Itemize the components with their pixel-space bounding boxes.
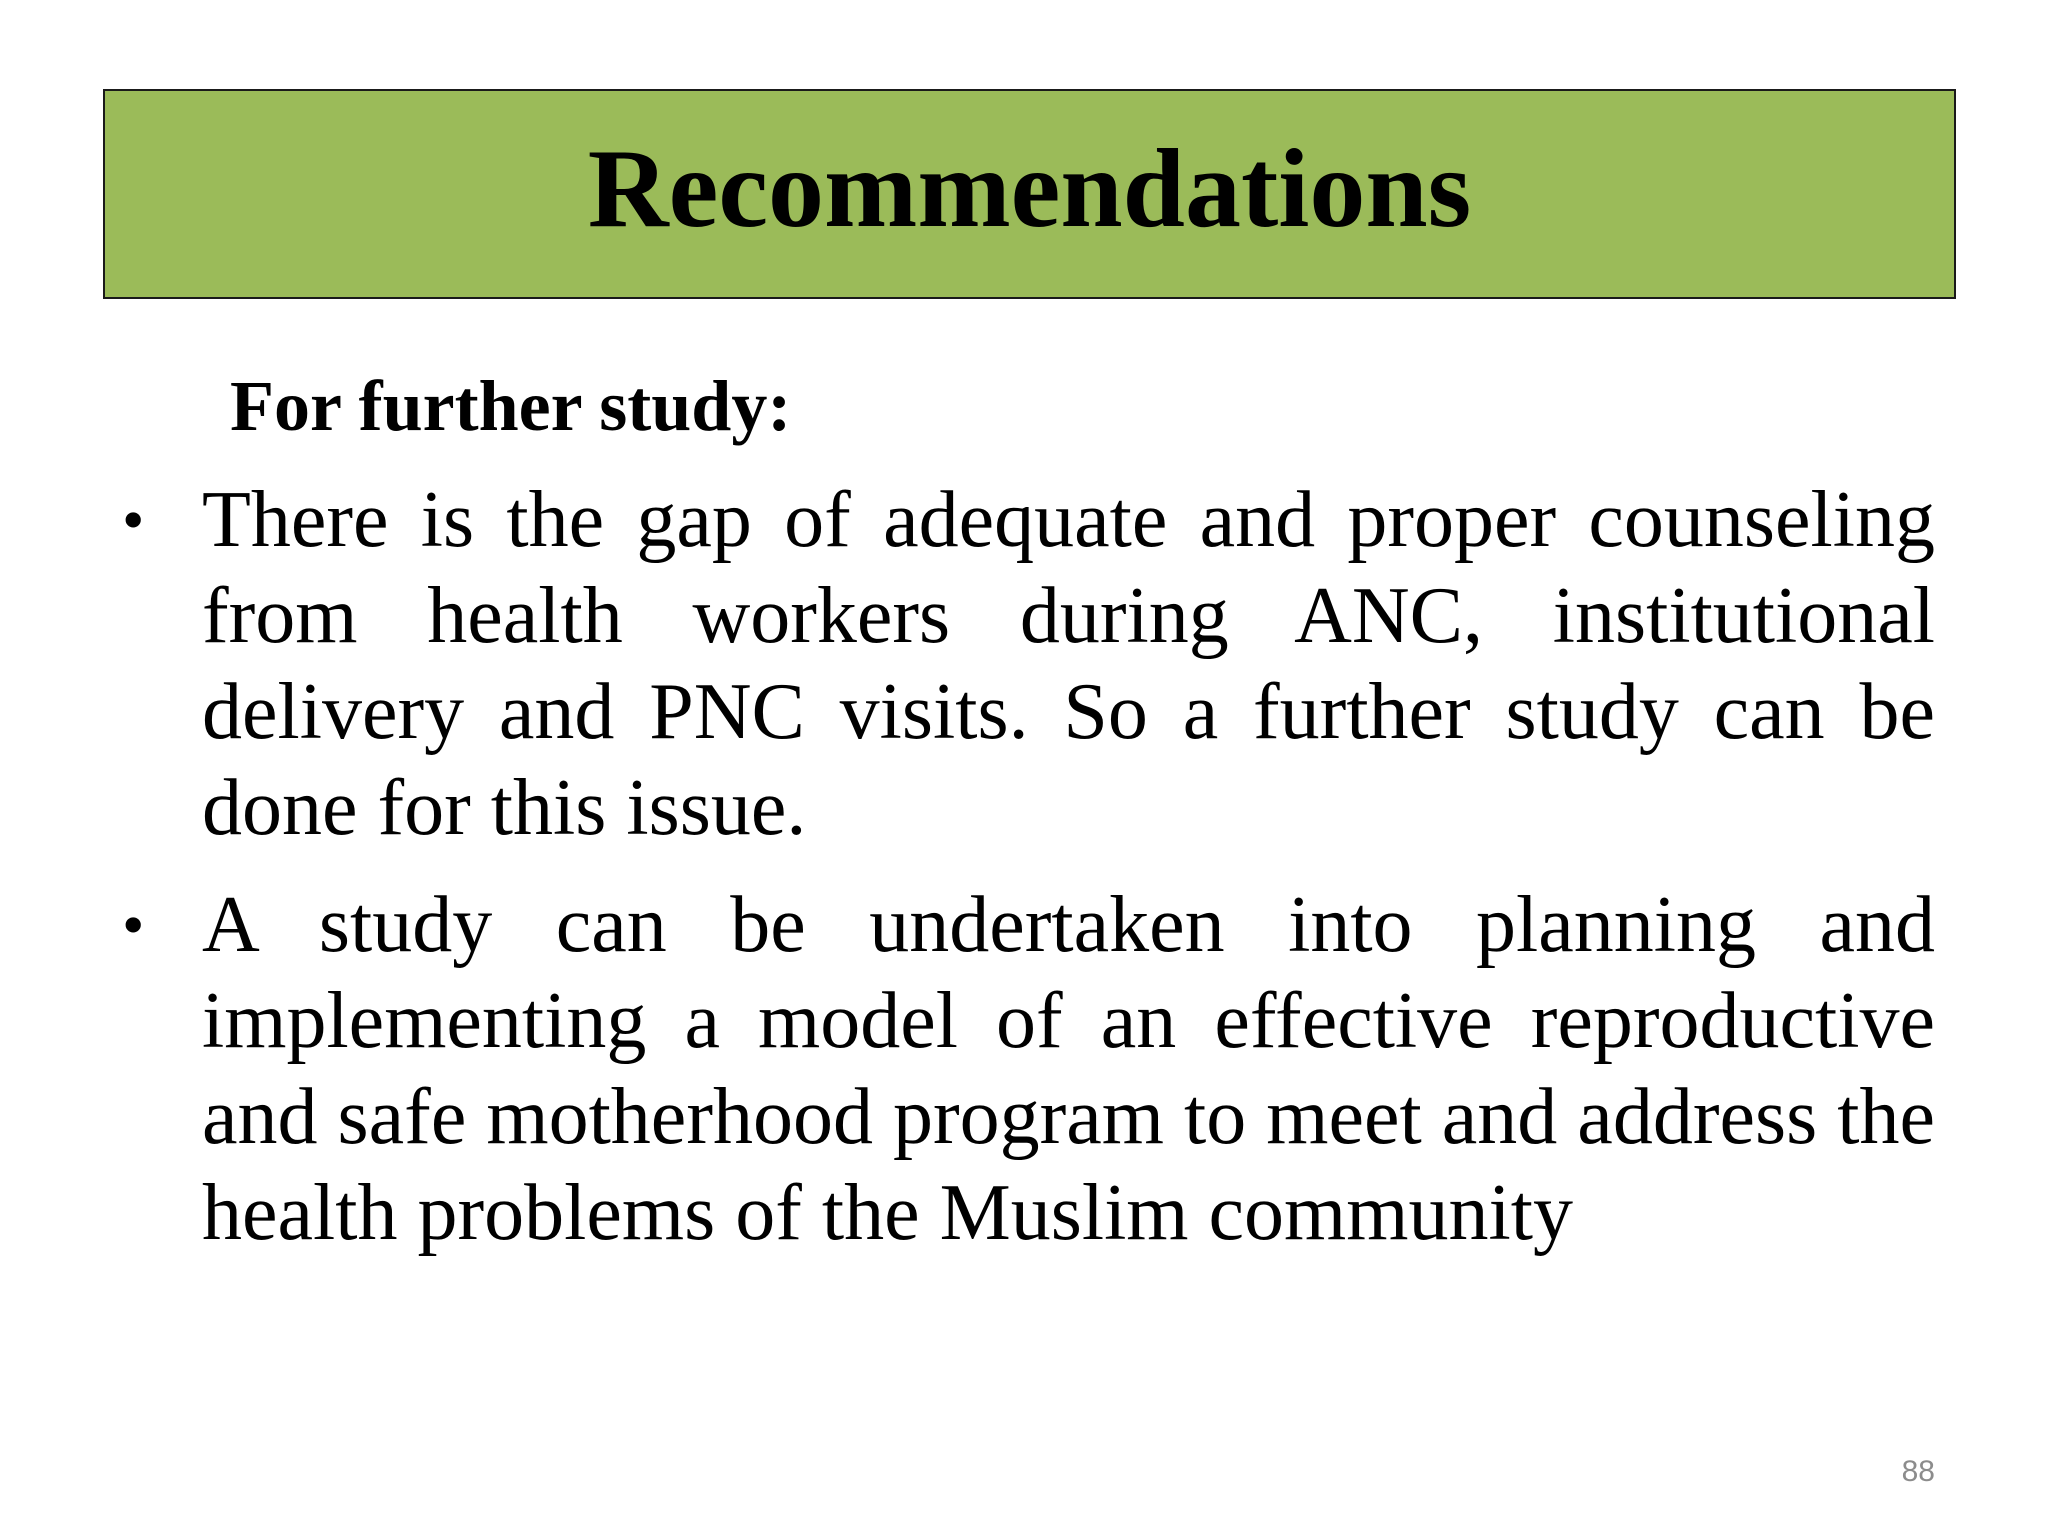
slide-title: Recommendations [587,127,1472,251]
bullet-text: A study can be undertaken into planning and implementing a model of an effective reproductive and safe motherhood program to meet and address the health problems of the Muslim community [202,881,1935,1257]
bullet-text: There is the gap of adequate and proper counseling from health workers during ANC, institutional delivery and PNC visits. So a further study can be done for this issue. [202,476,1935,852]
bullet-item-study-model [110,877,1935,1261]
bullet-marker: • [122,484,145,555]
bullet-list [110,472,1935,1261]
title-banner [103,89,1956,299]
bullet-item-counseling-gap [110,472,1935,856]
bullet-marker: • [122,889,145,960]
section-subheading: For further study: [230,366,792,446]
slide-number: 88 [1901,1455,1935,1488]
